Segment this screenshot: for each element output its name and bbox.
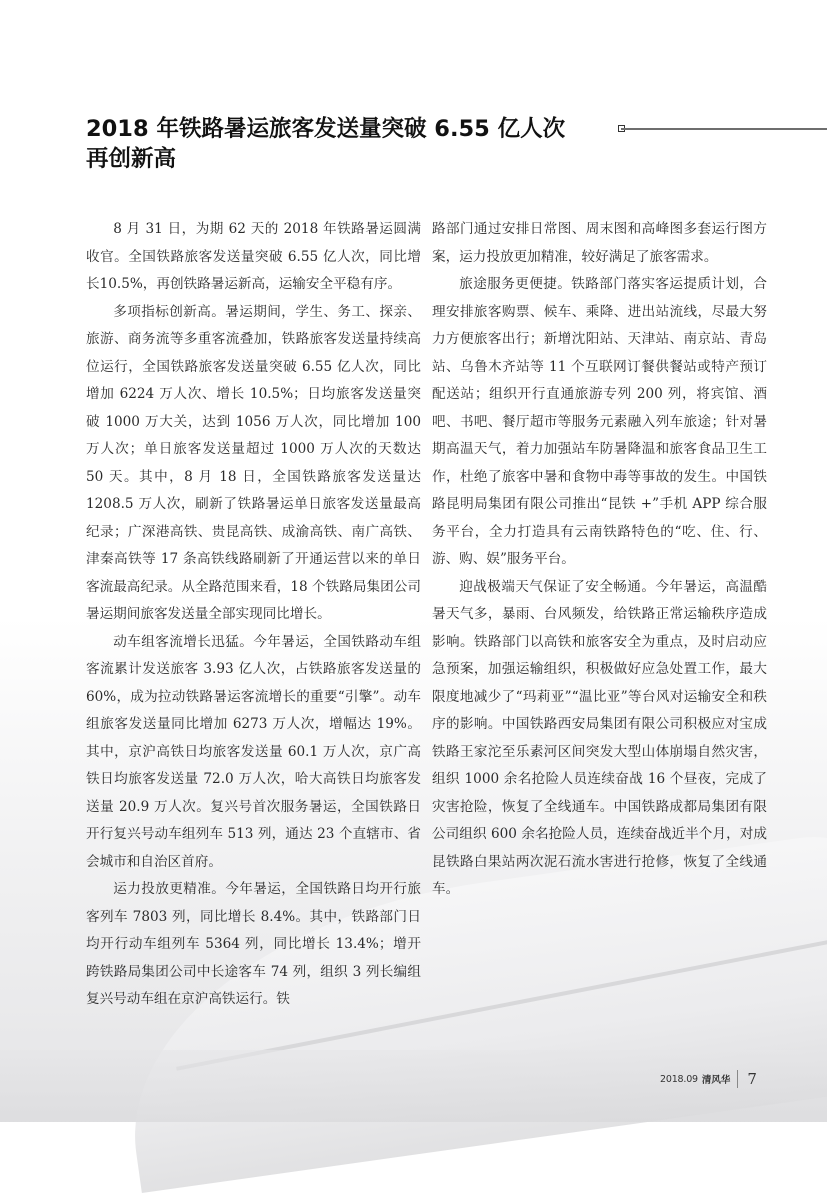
title-line-1: 2018 年铁路暑运旅客发送量突破 6.55 亿人次: [86, 116, 566, 142]
magazine-name: 清风华: [701, 1075, 731, 1086]
paragraph: 8 月 31 日，为期 62 天的 2018 年铁路暑运圆满收官。全国铁路旅客发送量突破 6.55 亿人次，同比增长10.5%，再创铁路暑运新高，运输安全平稳有序。: [86, 221, 421, 292]
article-title: [86, 114, 626, 174]
page-footer: [660, 1068, 757, 1090]
page-number: 7: [747, 1070, 757, 1088]
paragraph: 动车组客流增长迅猛。今年暑运，全国铁路动车组客流累计发送旅客 3.93 亿人次，占铁路旅客发送量的 60%，成为拉动铁路暑运客流增长的重要“引擎”。动车组旅客发送量同比增加 6273 万人次，增幅达 19%。其中，京沪高铁日均旅客发送量 60.1 万人次，京广高铁日均旅客发送量 72.0 万人次，哈大高铁日均旅客发送量 20.9 万人次。复兴号首次服务暑运，全国铁路日开行复兴号动车组列车 513 列，通达 23 个直辖市、省会城市和自治区首府。: [86, 633, 421, 870]
issue-date: 2018.09: [660, 1073, 698, 1085]
title-line-2: 再创新高: [86, 146, 177, 172]
title-divider: [621, 128, 827, 130]
left-column: [86, 216, 421, 1014]
paragraph: 多项指标创新高。暑运期间，学生、务工、探亲、旅游、商务流等多重客流叠加，铁路旅客发送量持续高位运行，全国铁路旅客发送量突破 6.55 亿人次，同比增加 6224 万人次、增长 10.5%；日均旅客发送量突破 1000 万大关，达到 1056 万人次，同比增加 100 万人次；单日旅客发送量超过 1000 万人次的天数达 50 天。其中，8 月 18 日，全国铁路旅客发送量达 1208.5 万人次，刷新了铁路暑运单日旅客发送量最高纪录；广深港高铁、贵昆高铁、成渝高铁、南广高铁、津秦高铁等 17 条高铁线路刷新了开通运营以来的单日客流最高纪录。从全路范围来看，18 个铁路局集团公司暑运期间旅客发送量全部实现同比增长。: [86, 303, 421, 622]
paragraph: 旅途服务更便捷。铁路部门落实客运提质计划，合理安排旅客购票、候车、乘降、进出站流线，尽最大努力方便旅客出行；新增沈阳站、天津站、南京站、青岛站、乌鲁木齐站等 11 个互联网订餐供餐站或特产预订配送站；组织开行直通旅游专列 200 列，将宾馆、酒吧、书吧、餐厅超市等服务元素融入列车旅途；针对暑期高温天气，着力加强站车防暑降温和旅客食品卫生工作，杜绝了旅客中暑和食物中毒等事故的发生。中国铁路昆明局集团有限公司推出“昆铁 +”手机 APP 综合服务平台，全力打造具有云南铁路特色的“吃、住、行、游、购、娱”服务平台。: [432, 276, 767, 567]
paragraph: 运力投放更精准。今年暑运，全国铁路日均开行旅客列车 7803 列，同比增长 8.4%。其中，铁路部门日均开行动车组列车 5364 列，同比增长 13.4%；增开跨铁路局集团公司中长途客车 74 列，组织 3 列长编组复兴号动车组在京沪高铁运行。铁: [86, 881, 421, 1007]
footer-divider: [737, 1070, 738, 1088]
paragraph-continued: 路部门通过安排日常图、周末图和高峰图多套运行图方案，运力投放更加精准，较好满足了旅客需求。: [432, 221, 767, 265]
right-column: [432, 216, 767, 904]
paragraph: 迎战极端天气保证了安全畅通。今年暑运，高温酷暑天气多，暴雨、台风频发，给铁路正常运输秩序造成影响。铁路部门以高铁和旅客安全为重点，及时启动应急预案，加强运输组织，积极做好应急处置工作，最大限度地减少了“玛莉亚”“温比亚”等台风对运输安全和秩序的影响。中国铁路西安局集团有限公司积极应对宝成铁路王家沱至乐素河区间突发大型山体崩塌自然灾害，组织 1000 余名抢险人员连续奋战 16 个昼夜，完成了灾害抢险，恢复了全线通车。中国铁路成都局集团有限公司组织 600 余名抢险人员，连续奋战近半个月，对成昆铁路白果站两次泥石流水害进行抢修，恢复了全线通车。: [432, 578, 767, 897]
